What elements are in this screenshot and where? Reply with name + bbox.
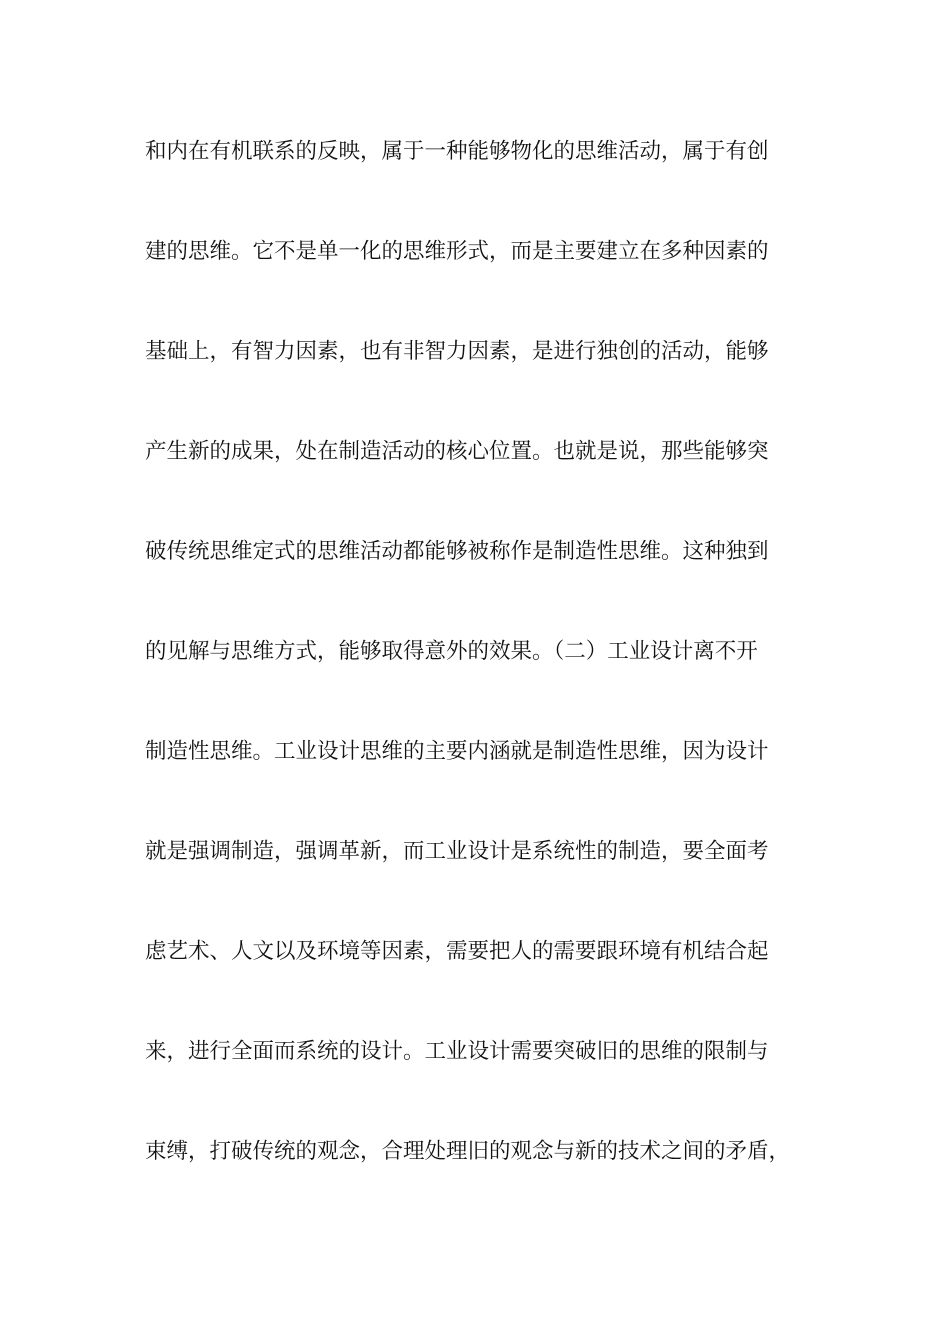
text-line: 产生新的成果，处在制造活动的核心位置。也就是说，那些能够突 [145,439,769,464]
text-line: 制造性思维。工业设计思维的主要内涵就是制造性思维，因为设计 [145,739,769,764]
text-line: 和内在有机联系的反映，属于一种能够物化的思维活动，属于有创 [145,139,769,164]
text-line: 就是强调制造，强调革新，而工业设计是系统性的制造，要全面考 [145,839,769,864]
text-line: 虑艺术、人文以及环境等因素，需要把人的需要跟环境有机结合起 [145,939,769,964]
text-line: 来，进行全面而系统的设计。工业设计需要突破旧的思维的限制与 [145,1039,769,1064]
body-text [145,128,807,1228]
text-line: 建的思维。它不是单一化的思维形式，而是主要建立在多种因素的 [145,239,769,264]
text-line: 破传统思维定式的思维活动都能够被称作是制造性思维。这种独到 [145,539,769,564]
text-line: 基础上，有智力因素，也有非智力因素，是进行独创的活动，能够 [145,339,769,364]
text-line: 束缚，打破传统的观念，合理处理旧的观念与新的技术之间的矛盾， [145,1139,791,1164]
text-line: 的见解与思维方式，能够取得意外的效果。（二）工业设计离不开 [145,639,758,664]
